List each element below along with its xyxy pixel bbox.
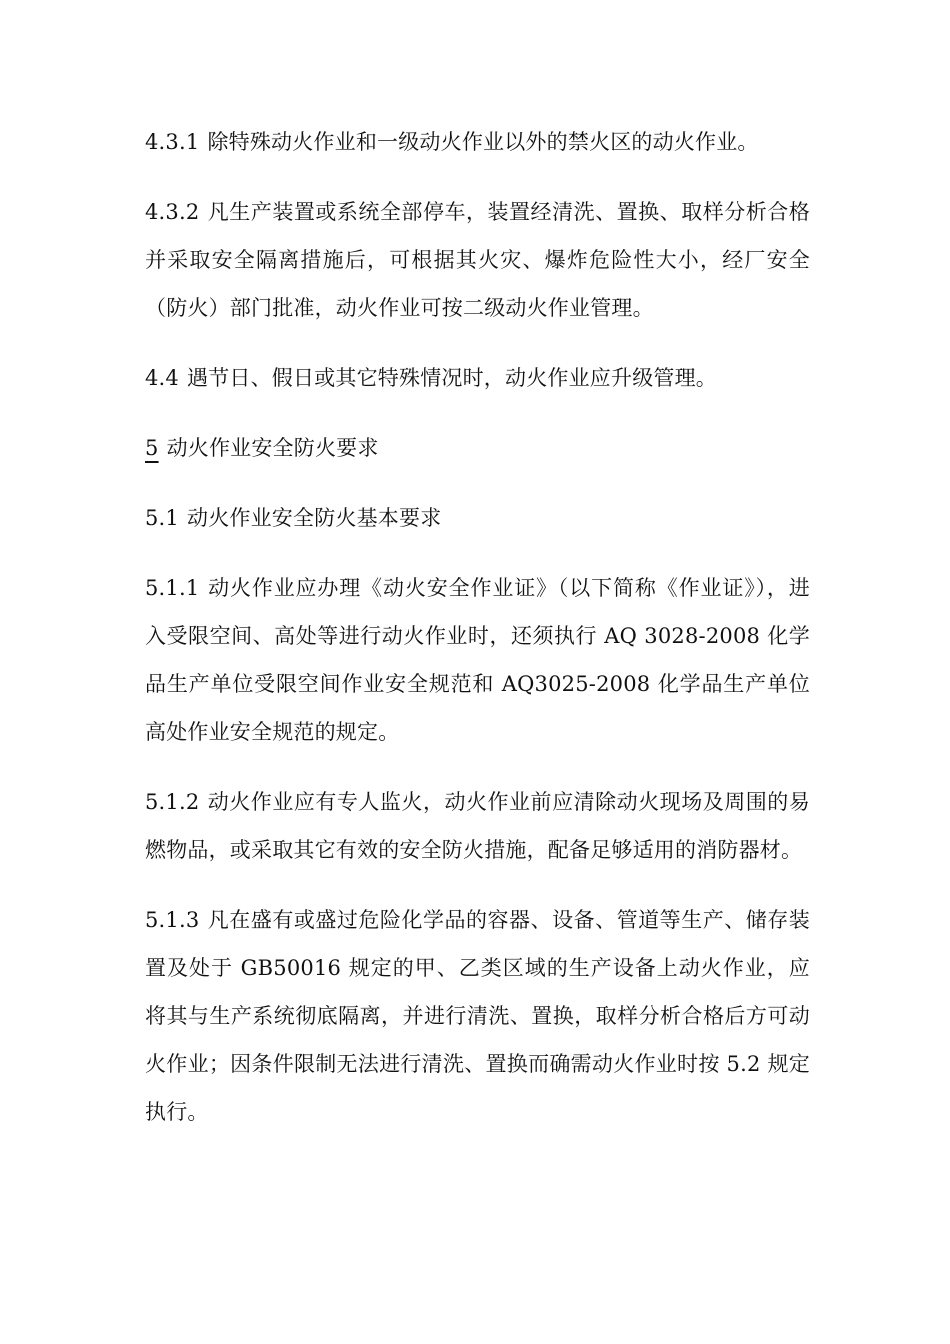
- section-number: 5.1: [145, 506, 179, 530]
- section-number: 5.1.2: [145, 790, 200, 814]
- section-number: 4.4: [145, 366, 179, 390]
- paragraph-4-3-2: [145, 188, 810, 332]
- paragraph-5-1-1: [145, 564, 810, 756]
- section-number: 5.1.3: [145, 908, 200, 932]
- paragraph-5-1-3: [145, 896, 810, 1136]
- document-body: [145, 118, 810, 1158]
- section-heading-5: [145, 424, 810, 472]
- paragraph-text: 除特殊动火作业和一级动火作业以外的禁火区的动火作业。: [207, 130, 759, 154]
- section-number: 5: [145, 436, 159, 460]
- heading-text: 动火作业安全防火基本要求: [187, 506, 442, 530]
- heading-text: 动火作业安全防火要求: [166, 436, 379, 460]
- section-heading-5-1: [145, 494, 810, 542]
- paragraph-4-4: [145, 354, 810, 402]
- paragraph-5-1-2: [145, 778, 810, 874]
- paragraph-text: 凡生产装置或系统全部停车，装置经清洗、置换、取样分析合格并采取安全隔离措施后，可根据其火灾、爆炸危险性大小，经厂安全（防火）部门批准，动火作业可按二级动火作业管理。: [145, 200, 810, 320]
- paragraph-text: 动火作业应办理《动火安全作业证》（以下简称《作业证》），进入受限空间、高处等进行动火作业时，还须执行 AQ 3028-2008 化学品生产单位受限空间作业安全规范和 AQ3025-2008 化学品生产单位高处作业安全规范的规定。: [145, 576, 810, 744]
- section-number: 4.3.2: [145, 200, 200, 224]
- paragraph-4-3-1: [145, 118, 810, 166]
- paragraph-text: 凡在盛有或盛过危险化学品的容器、设备、管道等生产、储存装置及处于 GB50016 规定的甲、乙类区域的生产设备上动火作业，应将其与生产系统彻底隔离，并进行清洗、置换，取样分析合格后方可动火作业；因条件限制无法进行清洗、置换而确需动火作业时按 5.2 规定执行。: [145, 908, 810, 1124]
- paragraph-text: 遇节日、假日或其它特殊情况时，动火作业应升级管理。: [187, 366, 717, 390]
- section-number: 5.1.1: [145, 576, 200, 600]
- section-number: 4.3.1: [145, 130, 200, 154]
- paragraph-text: 动火作业应有专人监火，动火作业前应清除动火现场及周围的易燃物品，或采取其它有效的安全防火措施，配备足够适用的消防器材。: [145, 790, 810, 862]
